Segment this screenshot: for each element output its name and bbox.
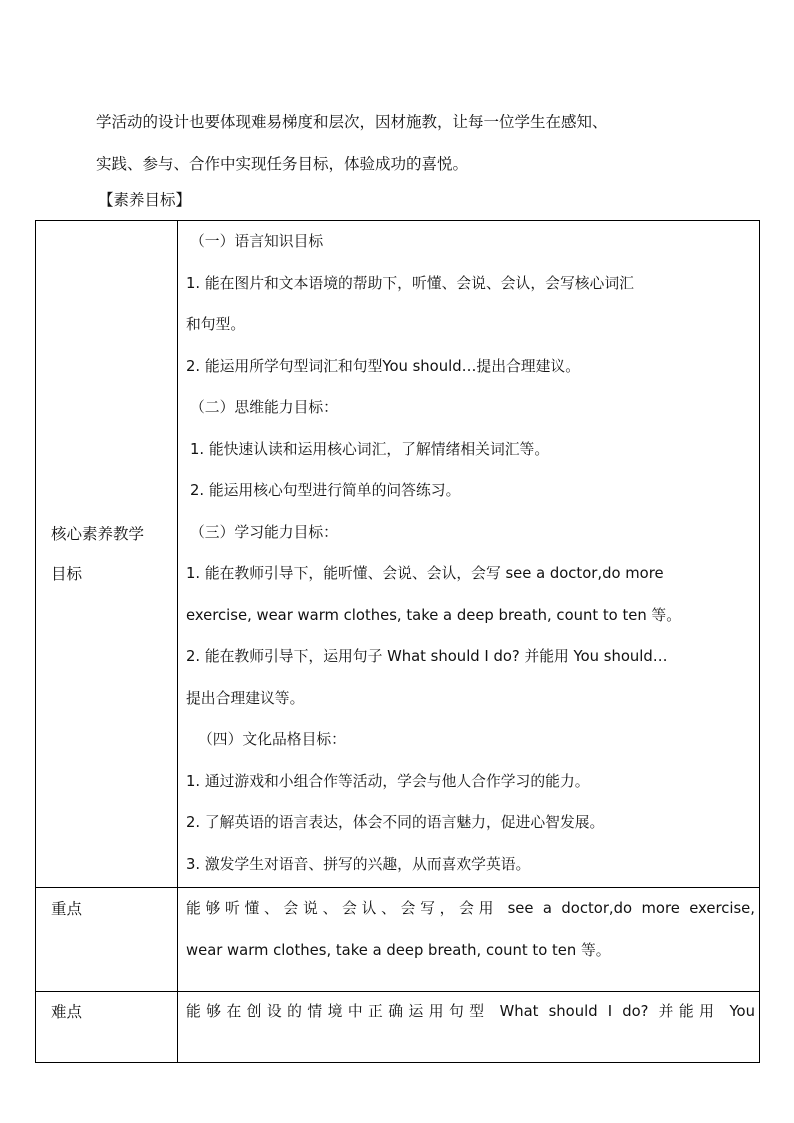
goal-heading-culture: （四）文化品格目标： bbox=[198, 731, 346, 748]
key-points-content-cell bbox=[178, 888, 760, 992]
goal-line: 和句型。 bbox=[186, 316, 246, 333]
goal-line: 1. 能在教师引导下，能听懂、会说、会认，会写 see a doctor,do more bbox=[186, 565, 664, 582]
goal-heading-learning: （三）学习能力目标： bbox=[190, 523, 338, 541]
goal-line: 1. 能快速认读和运用核心词汇，了解情绪相关词汇等。 bbox=[190, 440, 550, 458]
intro-line-1: 学活动的设计也要体现难易梯度和层次，因材施教，让每一位学生在感知、 bbox=[96, 113, 608, 131]
core-goals-label-cell bbox=[36, 221, 178, 888]
difficulties-content-cell bbox=[178, 992, 760, 1063]
table-row-difficulties bbox=[36, 992, 760, 1063]
goals-table bbox=[35, 220, 760, 1063]
core-goals-label-line-1: 核心素养教学 bbox=[51, 525, 145, 543]
key-points-label: 重点 bbox=[36, 888, 178, 992]
goal-line: 2. 了解英语的语言表达，体会不同的语言魅力，促进心智发展。 bbox=[186, 814, 605, 831]
goal-line: 2. 能运用核心句型进行简单的问答练习。 bbox=[190, 482, 461, 499]
goal-line: 3. 激发学生对语音、拼写的兴趣，从而喜欢学英语。 bbox=[186, 855, 531, 873]
goal-line: 2. 能运用所学句型词汇和句型You should…提出合理建议。 bbox=[186, 357, 580, 375]
core-goals-label-line-2: 目标 bbox=[51, 565, 83, 583]
goal-line: 2. 能在教师引导下，运用句子 What should I do? 并能用 You should… bbox=[186, 648, 668, 665]
goal-heading-thinking: （二）思维能力目标： bbox=[190, 399, 338, 416]
goal-line: 1. 通过游戏和小组合作等活动，学会与他人合作学习的能力。 bbox=[186, 772, 590, 790]
intro-line-2: 实践、参与、合作中实现任务目标，体验成功的喜悦。 bbox=[96, 155, 469, 173]
goal-line: exercise, wear warm clothes, take a deep breath, count to ten 等。 bbox=[186, 606, 682, 624]
goal-line: 提出合理建议等。 bbox=[186, 689, 305, 707]
intro-paragraph bbox=[96, 101, 756, 185]
goal-line: 1. 能在图片和文本语境的帮助下，听懂、会说、会认，会写核心词汇 bbox=[186, 274, 634, 292]
key-points-line-2: wear warm clothes, take a deep breath, count to ten 等。 bbox=[186, 941, 611, 959]
core-goals-content-cell bbox=[178, 221, 760, 888]
difficulties-label: 难点 bbox=[36, 992, 178, 1063]
goal-heading-language: （一）语言知识目标 bbox=[190, 233, 324, 250]
section-heading: 【素养目标】 bbox=[98, 191, 192, 209]
table-row-key-points bbox=[36, 888, 760, 992]
table-row-core-goals bbox=[36, 221, 760, 888]
key-points-line-1: 能够听懂、会说、会认、会写，会用 see a doctor,do more exercise, bbox=[186, 900, 755, 917]
difficulties-line-1: 能够在创设的情境中正确运用句型 What should I do? 并能用 You bbox=[186, 1003, 755, 1020]
